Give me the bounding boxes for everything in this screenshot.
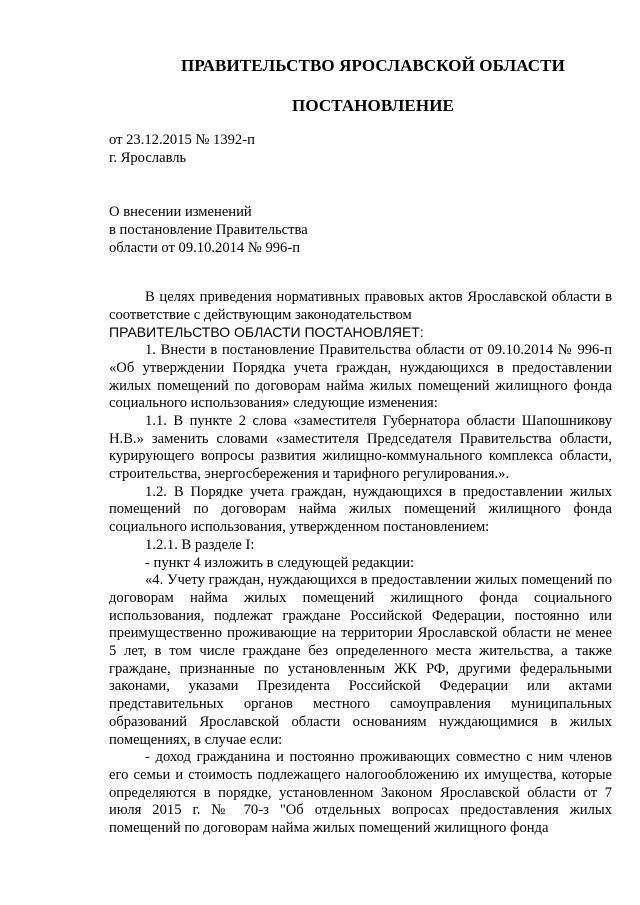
intro-paragraph: В целях приведения нормативных правовых актов Ярославской области в соответствие с действующим законодательством	[109, 289, 612, 323]
paragraph-1-1: 1.1. В пункте 2 слова «заместителя Губернатора области Шапошникову Н.В.» заменить словами «заместителя Председателя Правительства области, курирующего вопросы развития жилищно-коммунального комплекса области, строительства, энергосбережения и тарифного регулирования.».	[109, 412, 612, 483]
government-title: ПРАВИТЕЛЬСТВО ЯРОСЛАВСКОЙ ОБЛАСТИ	[181, 56, 565, 75]
document-type-title: ПОСТАНОВЛЕНИЕ	[292, 96, 454, 115]
paragraph-quote-4: «4. Учету граждан, нуждающихся в предоставлении жилых помещений по договорам найма жилых помещений жилищного фонда социального использования, подлежат граждане Российской Федерации, постоянно или преимущественно проживающие на территории Ярославской области не менее 5 лет, в том числе граждане без определенного места жительства, а также граждане, признанные по установленным ЖК РФ, другими федеральными законами, указами Президента Российской Федерации или актами представительных органов местного самоуправления муниципальных образований Ярославской области основаниям нуждающимися в жилых помещениях, в случае если:	[109, 572, 612, 748]
document-body	[109, 289, 612, 838]
paragraph-1-2: 1.2. В Порядке учета граждан, нуждающихся в предоставлении жилых помещений по договорам найма жилых помещений жилищного фонда социального использования, утвержденном постановлением:	[109, 483, 612, 536]
paragraph-1: 1. Внести в постановление Правительства области от 09.10.2014 № 996-п «Об утверждении Порядка учета граждан, нуждающихся в предоставлении жилых помещений по договорам найма жилых помещений жилищного фонда социального использования» следующие изменения:	[109, 342, 612, 412]
date-number: от 23.12.2015 № 1392-п	[109, 132, 255, 148]
paragraph-item-4: - пункт 4 изложить в следующей редакции:	[145, 554, 415, 571]
decree-line: ПРАВИТЕЛЬСТВО ОБЛАСТИ ПОСТАНОВЛЯЕТ:	[109, 324, 424, 341]
paragraph-income: - доход гражданина и постоянно проживающих совместно с ним членов его семьи и стоимость подлежащего налогообложению их имущества, которые определяются в порядке, установленном Законом Ярославской области от 7 июля 2015 г. № 70-з "Об отдельных вопросах предоставления жилых помещений по договорам найма жилых помещений жилищного фонда	[109, 749, 612, 837]
paragraph-1-2-1: 1.2.1. В разделе I:	[145, 536, 255, 553]
subject-line-2: в постановление Правительства	[109, 222, 308, 238]
city: г. Ярославль	[109, 150, 187, 166]
subject-line-1: О внесении изменений	[109, 204, 252, 220]
subject-line-3: области от 09.10.2014 № 996-п	[109, 240, 301, 256]
